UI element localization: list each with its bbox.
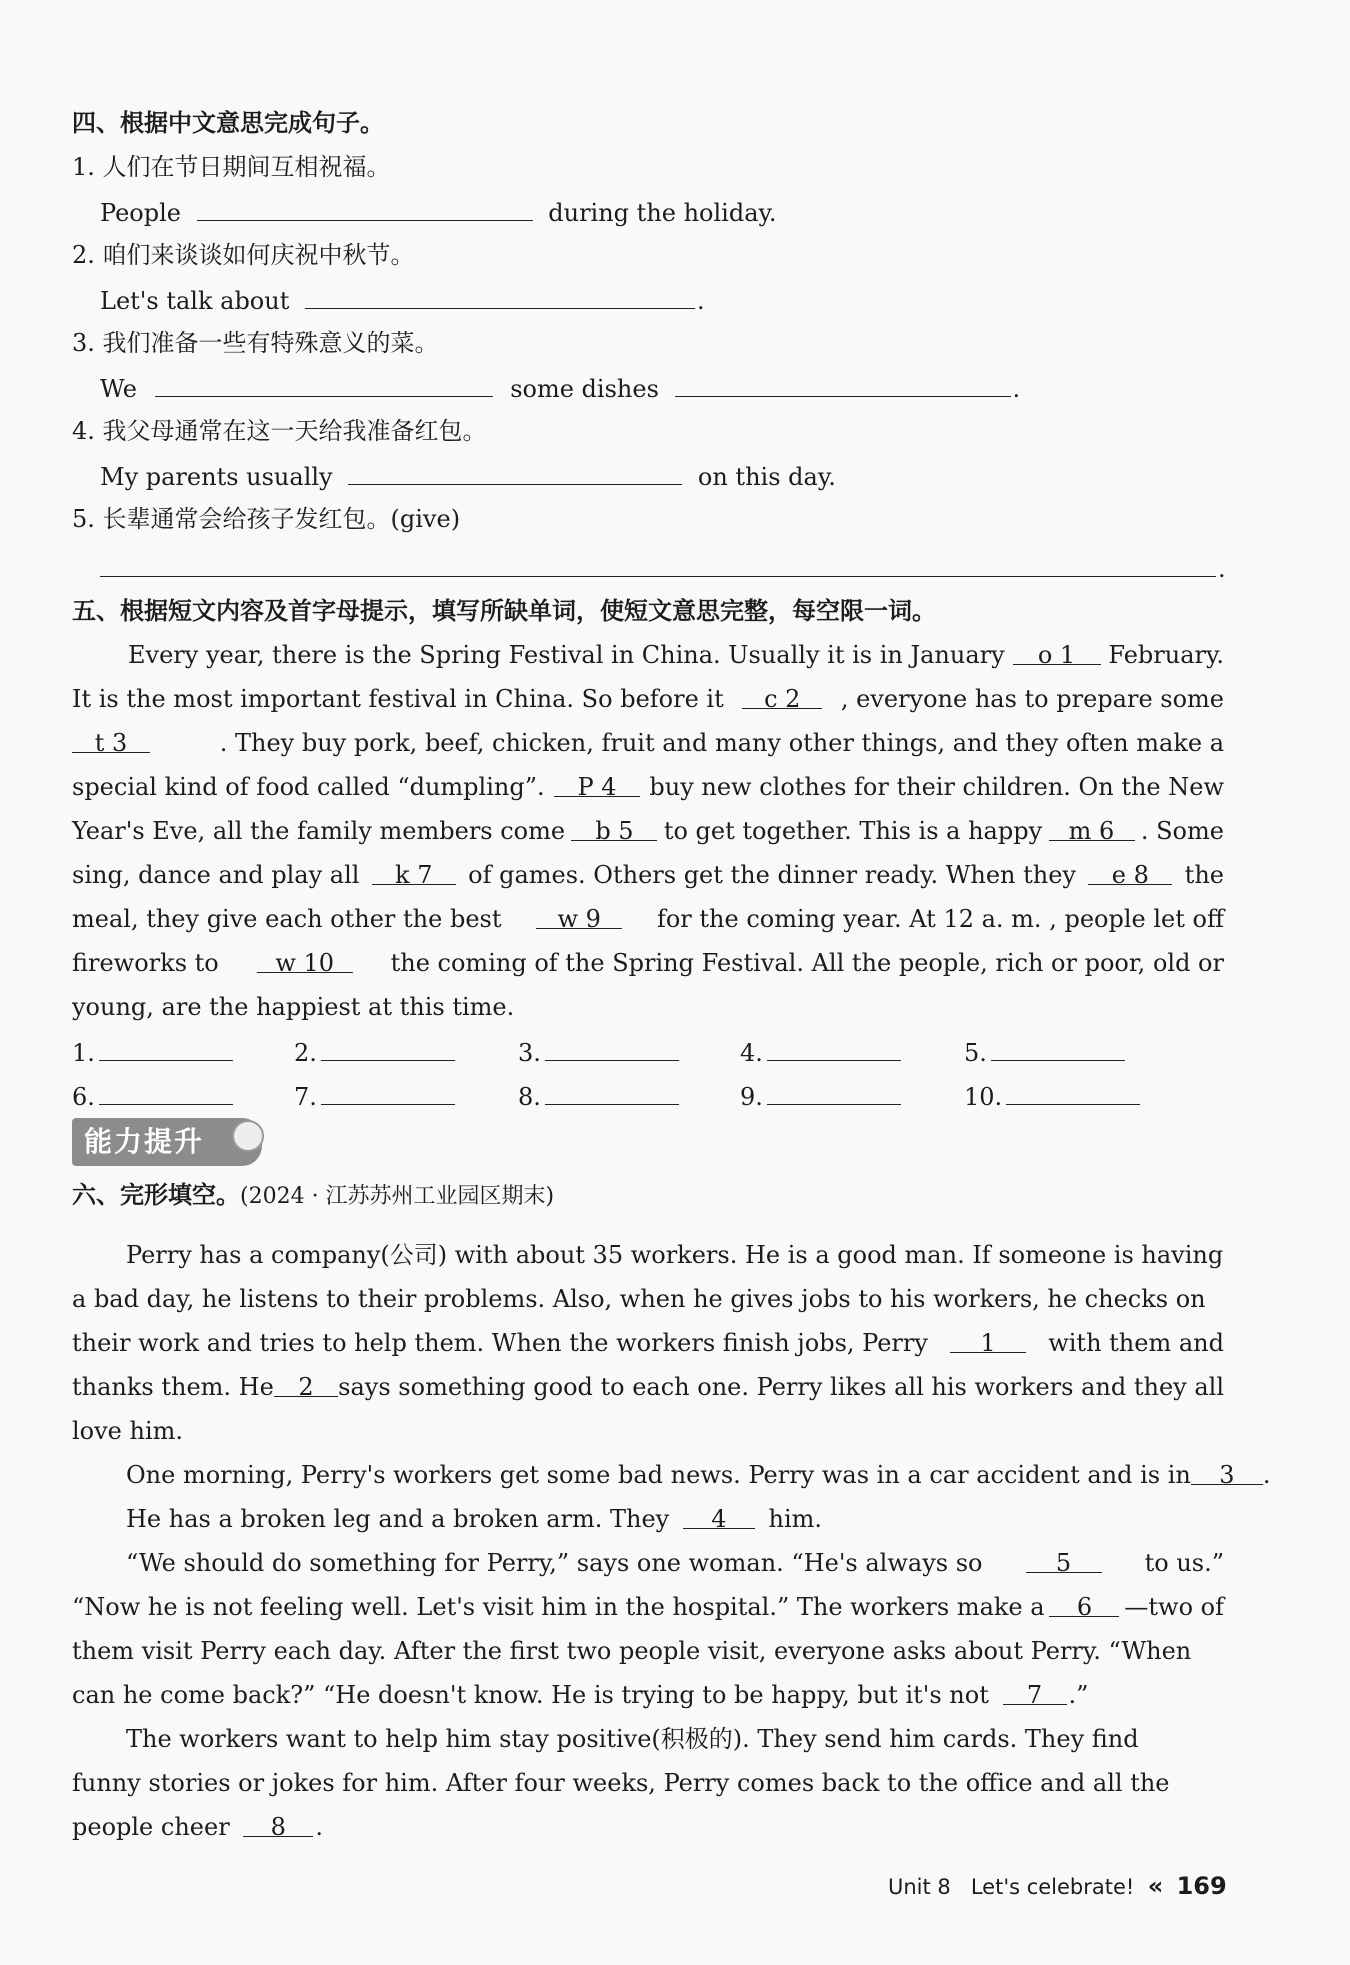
s5-blank-3[interactable]: t 3 xyxy=(72,728,150,753)
s5-answer-10: 10. xyxy=(964,1080,1140,1112)
s5-blank-8[interactable]: e 8 xyxy=(1088,860,1172,885)
q1-chinese: 1. 人们在节日期间互相祝福。 xyxy=(72,153,391,181)
footer-title: Let's celebrate! xyxy=(970,1875,1135,1899)
s6-line-13: funny stories or jokes for him. After four weeks, Perry comes back to the office and all the xyxy=(72,1769,1170,1797)
q1-english: People during the holiday. xyxy=(100,196,1350,228)
q5-chinese: 5. 长辈通常会给孩子发红包。(give) xyxy=(72,505,461,533)
s5-blank-9[interactable]: w 9 xyxy=(536,904,622,929)
s6-line-1: Perry has a company(公司) with about 35 workers. He is a good man. If someone is having xyxy=(126,1241,1224,1269)
s5-blank-1[interactable]: o 1 xyxy=(1013,640,1101,665)
s6-blank-4[interactable]: 4 xyxy=(683,1504,755,1529)
q3-blank-1[interactable] xyxy=(155,372,493,397)
q4-english: My parents usually on this day. xyxy=(100,460,1350,492)
q3-blank-2[interactable] xyxy=(675,372,1011,397)
s6-line-11: can he come back?” “He doesn't know. He is trying to be happy, but it's not 7 .” xyxy=(72,1681,1089,1709)
q5-english: . xyxy=(100,552,1350,584)
s6-line-9: “Now he is not feeling well. Let's visit him in the hospital.” The workers make a 6 —two of xyxy=(72,1593,1224,1621)
s6-blank-8[interactable]: 8 xyxy=(243,1812,313,1837)
s5-answer-9: 9. xyxy=(740,1080,901,1112)
s5-blank-7[interactable]: k 7 xyxy=(372,860,456,885)
s6-blank-6[interactable]: 6 xyxy=(1049,1592,1119,1617)
s5-line-3: t 3 . They buy pork, beef, chicken, fruit and many other things, and they often make a xyxy=(72,728,1224,758)
section-6-source: (2024 · 江苏苏州工业园区期末) xyxy=(240,1184,555,1209)
s5-answer-5: 5. xyxy=(964,1036,1125,1068)
s6-blank-1[interactable]: 1 xyxy=(950,1328,1026,1353)
s5-answer-7: 7. xyxy=(294,1080,455,1112)
s5-answer-1: 1. xyxy=(72,1036,233,1068)
s6-line-4: thanks them. He 2 says something good to each one. Perry likes all his workers and they all xyxy=(72,1373,1224,1401)
q2-blank[interactable] xyxy=(305,284,695,309)
s6-line-14: people cheer 8 . xyxy=(72,1813,323,1841)
double-chevron-left-icon: « xyxy=(1147,1872,1164,1900)
s5-line-2: It is the most important festival in China. So before it c 2 , everyone has to prepare some xyxy=(72,685,1224,713)
s5-answer-2: 2. xyxy=(294,1036,455,1068)
s6-blank-5[interactable]: 5 xyxy=(1026,1548,1102,1573)
s5-line-6: sing, dance and play all k 7 of games. Others get the dinner ready. When they e 8 the xyxy=(72,861,1224,889)
s5-blank-10[interactable]: w 10 xyxy=(257,948,353,973)
s6-blank-3[interactable]: 3 xyxy=(1191,1460,1263,1485)
s5-line-7: meal, they give each other the best w 9 for the coming year. At 12 a. m. , people let off xyxy=(72,905,1224,933)
q2-chinese: 2. 咱们来谈谈如何庆祝中秋节。 xyxy=(72,241,415,269)
s5-blank-2[interactable]: c 2 xyxy=(742,684,822,709)
s6-line-10: them visit Perry each day. After the first two people visit, everyone asks about Perry. “When xyxy=(72,1637,1192,1665)
section-6-title: 六、完形填空。(2024 · 江苏苏州工业园区期末) xyxy=(72,1181,555,1209)
s5-line-1: Every year, there is the Spring Festival in China. Usually it is in January o 1 February. xyxy=(128,641,1224,669)
s6-line-6: One morning, Perry's workers get some bad news. Perry was in a car accident and is in 3 . xyxy=(126,1461,1271,1489)
q4-blank[interactable] xyxy=(348,460,682,485)
q2-english: Let's talk about . xyxy=(100,284,1350,316)
s6-blank-7[interactable]: 7 xyxy=(1003,1680,1067,1705)
s5-answer-8: 8. xyxy=(518,1080,679,1112)
s5-blank-4[interactable]: P 4 xyxy=(554,772,640,797)
s5-line-8: fireworks to w 10 the coming of the Spring Festival. All the people, rich or poor, old or xyxy=(72,949,1224,977)
q4-chinese: 4. 我父母通常在这一天给我准备红包。 xyxy=(72,417,487,445)
s5-line-9: young, are the happiest at this time. xyxy=(72,993,515,1021)
q5-blank[interactable] xyxy=(100,552,1216,577)
s5-line-5: Year's Eve, all the family members come b 5 to get together. This is a happy m 6 . Some xyxy=(72,817,1224,845)
section-4-title: 四、根据中文意思完成句子。 xyxy=(72,109,384,137)
lightbulb-icon xyxy=(232,1120,264,1152)
q3-english: We some dishes . xyxy=(100,372,1350,404)
s5-answer-6: 6. xyxy=(72,1080,233,1112)
s5-answer-3: 3. xyxy=(518,1036,679,1068)
ability-banner: 能力提升 xyxy=(72,1118,262,1166)
page-number: 169 xyxy=(1176,1872,1227,1900)
s6-line-8: “We should do something for Perry,” says one woman. “He's always so 5 to us.” xyxy=(126,1549,1224,1577)
s6-line-2: a bad day, he listens to their problems. Also, when he gives jobs to his workers, he checks on xyxy=(72,1285,1206,1313)
q1-blank[interactable] xyxy=(197,196,533,221)
s5-answer-4: 4. xyxy=(740,1036,901,1068)
page-footer xyxy=(888,1872,1227,1901)
q3-chinese: 3. 我们准备一些有特殊意义的菜。 xyxy=(72,329,439,357)
s5-blank-6[interactable]: m 6 xyxy=(1049,816,1135,841)
s6-line-3: their work and tries to help them. When the workers finish jobs, Perry 1 with them and xyxy=(72,1329,1224,1357)
s6-line-5: love him. xyxy=(72,1417,184,1445)
s6-line-12: The workers want to help him stay positive(积极的). They send him cards. They find xyxy=(126,1725,1139,1753)
s5-blank-5[interactable]: b 5 xyxy=(571,816,657,841)
footer-unit: Unit 8 xyxy=(888,1875,951,1899)
section-5-title: 五、根据短文内容及首字母提示，填写所缺单词，使短文意思完整，每空限一词。 xyxy=(72,597,936,625)
s6-blank-2[interactable]: 2 xyxy=(274,1372,338,1397)
s5-line-4: special kind of food called “dumpling”. P 4 buy new clothes for their children. On the New xyxy=(72,773,1224,801)
s6-line-7: He has a broken leg and a broken arm. They 4 him. xyxy=(126,1505,823,1533)
